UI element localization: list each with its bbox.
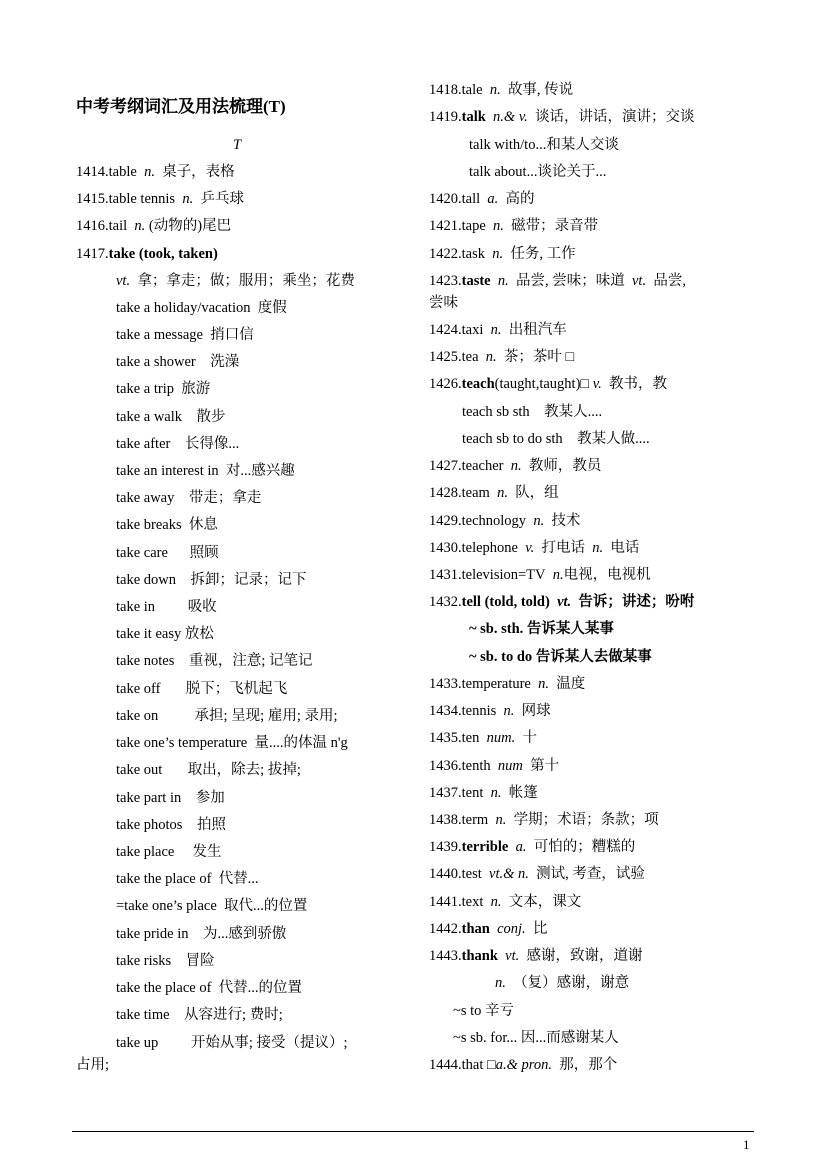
phrase-line: take risks 冒险 — [116, 953, 215, 969]
phrase-line: =take one’s place 取代...的位置 — [116, 898, 308, 914]
entry-continuation: 尝味 — [429, 295, 458, 311]
phrase-line: take breaks 休息 — [116, 517, 218, 533]
sub-usage: ~s sb. for... 因...而感谢某人 — [453, 1030, 619, 1046]
entry-1429: 1429.technology n. 技术 — [429, 513, 581, 529]
entry-1430: 1430.telephone v. 打电话 n. 电话 — [429, 540, 640, 556]
phrase-line: take away 带走；拿走 — [116, 490, 262, 506]
page-number: 1 — [743, 1137, 750, 1152]
sub-usage: teach sb sth 教某人.... — [462, 404, 603, 420]
phrase-line: take off 脱下；飞机起飞 — [116, 681, 288, 697]
phrase-line: take a holiday/vacation 度假 — [116, 300, 287, 316]
entry-1422: 1422.task n. 任务, 工作 — [429, 246, 576, 262]
phrase-line: take a trip 旅游 — [116, 381, 211, 397]
entry-1438: 1438.term n. 学期；术语；条款；项 — [429, 812, 659, 828]
phrase-line: take the place of 代替...的位置 — [116, 980, 303, 996]
sub-usage: ~ sb. sth. 告诉某人某事 — [469, 621, 614, 637]
phrase-line: take up 开始从事; 接受（提议）; — [116, 1035, 348, 1051]
sub-usage: teach sb to do sth 教某人做.... — [462, 431, 650, 447]
entry-1444: 1444.that □a.& pron. 那，那个 — [429, 1057, 618, 1073]
entry-1427: 1427.teacher n. 教师，教员 — [429, 458, 602, 474]
phrase-line: take care 照顾 — [116, 545, 219, 561]
sub-usage: n. （复）感谢，谢意 — [495, 975, 630, 991]
sub-usage: ~ sb. to do 告诉某人去做某事 — [469, 649, 652, 665]
entry-1425: 1425.tea n. 茶；茶叶 □ — [429, 349, 575, 365]
phrase-line: take a message 捎口信 — [116, 327, 254, 343]
phrase-line: take down 拆卸；记录；记下 — [116, 572, 307, 588]
entry-1426: 1426.teach(taught,taught)□ v. 教书，教 — [429, 376, 668, 392]
entry-1439: 1439.terrible a. 可怕的；糟糕的 — [429, 839, 636, 855]
entry-1437: 1437.tent n. 帐篷 — [429, 785, 538, 801]
entry-1423: 1423.taste n. 品尝, 尝味；味道 vt. 品尝, — [429, 273, 686, 289]
phrase-line: take an interest in 对...感兴趣 — [116, 463, 295, 479]
phrase-line: take the place of 代替... — [116, 871, 259, 887]
phrase-line: take pride in 为...感到骄傲 — [116, 926, 287, 942]
take-definition: vt. 拿；拿走；做；服用；乘坐；花费 — [116, 273, 355, 289]
entry-1434: 1434.tennis n. 网球 — [429, 703, 551, 719]
phrase-line: take it easy 放松 — [116, 626, 214, 642]
entry-1417: 1417.take (took, taken) — [76, 246, 218, 262]
phrase-line: take place 发生 — [116, 844, 222, 860]
entry-1420: 1420.tall a. 高的 — [429, 191, 535, 207]
phrase-line: take in 吸收 — [116, 599, 217, 615]
entry-1441: 1441.text n. 文本，课文 — [429, 894, 582, 910]
entry-1433: 1433.temperature n. 温度 — [429, 676, 586, 692]
entry-1436: 1436.tenth num 第十 — [429, 758, 560, 774]
phrase-line: take photos 拍照 — [116, 817, 226, 833]
page-title: 中考考纲词汇及用法梳理(T) — [76, 97, 286, 116]
entry-1428: 1428.team n. 队，组 — [429, 485, 559, 501]
entry-1443: 1443.thank vt. 感谢，致谢，道谢 — [429, 948, 643, 964]
entry-1416: 1416.tail n. (动物的)尾巴 — [76, 218, 232, 234]
phrase-continuation: 占用; — [76, 1057, 110, 1073]
entry-1421: 1421.tape n. 磁带；录音带 — [429, 218, 599, 234]
footer-rule — [72, 1131, 754, 1132]
phrase-line: take a shower 洗澡 — [116, 354, 240, 370]
phrase-line: take one’s temperature 量....的体温 n'g — [116, 735, 348, 751]
phrase-line: take on 承担; 呈现; 雇用; 录用; — [116, 708, 338, 724]
phrase-line: take time 从容进行; 费时; — [116, 1007, 283, 1023]
entry-1414: 1414.table n. 桌子，表格 — [76, 164, 235, 180]
sub-usage: talk about...谈论关于... — [469, 164, 607, 180]
entry-1440: 1440.test vt.& n. 测试, 考查，试验 — [429, 866, 645, 882]
phrase-line: take after 长得像... — [116, 436, 240, 452]
entry-1419: 1419.talk n.& v. 谈话，讲话，演讲；交谈 — [429, 109, 695, 125]
entry-1432: 1432.tell (told, told) vt. 告诉；讲述；吩咐 — [429, 594, 695, 610]
entry-1418: 1418.tale n. 故事, 传说 — [429, 82, 574, 98]
entry-1415: 1415.table tennis n. 乒乓球 — [76, 191, 244, 207]
entry-1424: 1424.taxi n. 出租汽车 — [429, 322, 567, 338]
phrase-line: take out 取出，除去; 拔掉; — [116, 762, 301, 778]
entry-1431: 1431.television=TV n.电视，电视机 — [429, 567, 651, 583]
sub-usage: talk with/to...和某人交谈 — [469, 137, 619, 153]
entry-1442: 1442.than conj. 比 — [429, 921, 548, 937]
phrase-line: take a walk 散步 — [116, 409, 226, 425]
sub-usage: ~s to 辛亏 — [453, 1003, 515, 1019]
phrase-line: take notes 重视，注意; 记笔记 — [116, 653, 313, 669]
entry-1435: 1435.ten num. 十 — [429, 730, 537, 746]
section-letter: T — [233, 137, 242, 153]
phrase-line: take part in 参加 — [116, 790, 225, 806]
